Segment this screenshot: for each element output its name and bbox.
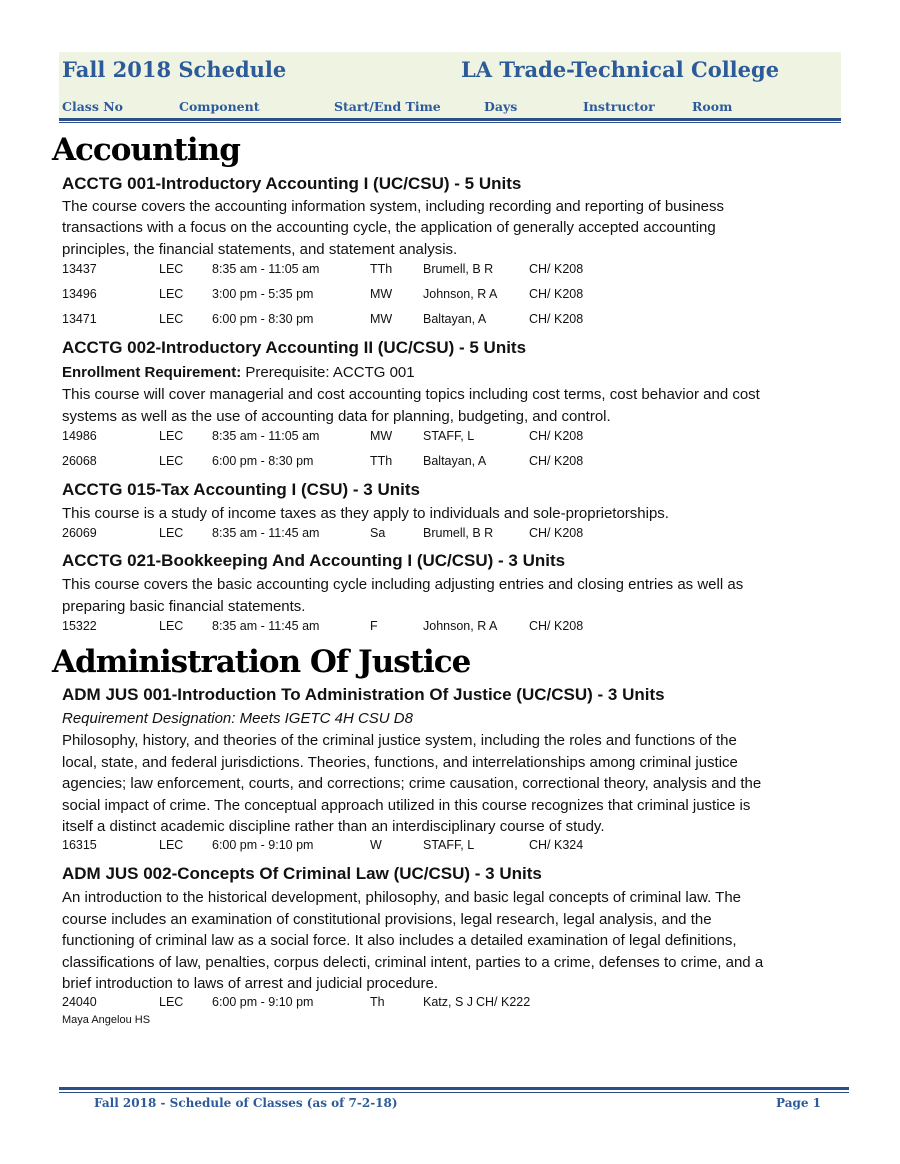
class-no: 13496 (62, 287, 97, 301)
header-col-room: Room (692, 99, 733, 114)
header-right-title: LA Trade-Technical College (461, 57, 780, 82)
header-left-title: Fall 2018 Schedule (62, 57, 287, 82)
room: CH/ K208 (529, 619, 584, 633)
class-no: 16315 (62, 838, 97, 852)
days: TTh (370, 262, 393, 276)
room: CH/ K208 (529, 262, 584, 276)
component: LEC (159, 287, 184, 301)
course-description-line: transactions with a focus on the accounting cycle, the application of generally accepted accounting (62, 219, 716, 236)
department-heading: Accounting (52, 132, 240, 168)
component: LEC (159, 312, 184, 326)
time: 6:00 pm - 9:10 pm (212, 995, 314, 1009)
course-description-line: local, state, and federal jurisdictions. Theories, functions, and interrelationships among criminal justice (62, 754, 738, 771)
department-heading: Administration Of Justice (52, 644, 471, 680)
course-title: ADM JUS 001-Introduction To Administration Of Justice (UC/CSU) - 3 Units (62, 685, 665, 704)
header-divider (59, 118, 841, 121)
course-title: ACCTG 021-Bookkeeping And Accounting I (UC/CSU) - 3 Units (62, 551, 566, 570)
component: LEC (159, 262, 184, 276)
course-title: ACCTG 002-Introductory Accounting II (UC/CSU) - 5 Units (62, 338, 527, 357)
page-number: Page 1 (776, 1096, 822, 1110)
course-description-line: systems as well as the use of accounting data for planning, budgeting, and control. (62, 408, 611, 425)
course-description-line: social impact of crime. The conceptual approach utilized in this course recognizes that criminal justice is (62, 797, 751, 814)
header-col-class-no: Class No (62, 99, 123, 114)
room: CH/ K208 (529, 454, 584, 468)
class-no: 14986 (62, 429, 97, 443)
course-description-line: The course covers the accounting information system, including recording and reporting of business (62, 198, 725, 215)
instructor: Baltayan, A (423, 312, 487, 326)
room: CH/ K208 (529, 429, 584, 443)
component: LEC (159, 454, 184, 468)
section-note: Maya Angelou HS (62, 1014, 151, 1026)
course-title: ACCTG 001-Introductory Accounting I (UC/CSU) - 5 Units (62, 174, 522, 193)
course-description-line: Philosophy, history, and theories of the criminal justice system, including the roles and functions of the (62, 732, 737, 749)
instructor: Johnson, R A (423, 619, 498, 633)
footer-divider-thin (59, 1092, 849, 1093)
course-description-line: functioning of criminal law as a social force. It also includes a detailed examination of legal definitions, (62, 932, 737, 949)
header-col-time: Start/End Time (334, 99, 441, 114)
instructor: Baltayan, A (423, 454, 487, 468)
component: LEC (159, 526, 184, 540)
days: Sa (370, 526, 386, 540)
room: CH/ K324 (529, 838, 584, 852)
instructor: Johnson, R A (423, 287, 498, 301)
days: TTh (370, 454, 393, 468)
course-description-line: course includes an examination of constitutional provisions, legal research, legal analysis, and the (62, 911, 712, 928)
class-no: 24040 (62, 995, 97, 1009)
component: LEC (159, 838, 184, 852)
requirement-designation: Requirement Designation: Meets IGETC 4H CSU D8 (62, 710, 413, 727)
instructor: Brumell, B R (423, 262, 494, 276)
course-title: ADM JUS 002-Concepts Of Criminal Law (UC/CSU) - 3 Units (62, 864, 542, 883)
header-col-days: Days (484, 99, 518, 114)
header-col-component: Component (179, 99, 260, 114)
instructor: Brumell, B R (423, 526, 494, 540)
days: F (370, 619, 378, 633)
requirement-text: Prerequisite: ACCTG 001 (241, 364, 415, 381)
days: MW (370, 429, 393, 443)
course-description-line: principles, the financial statements, and statement analysis. (62, 241, 458, 258)
course-description-line: itself a distinct academic discipline rather than an interdisciplinary course of study. (62, 818, 605, 835)
time: 8:35 am - 11:45 am (212, 619, 320, 633)
header-divider-thin (59, 122, 841, 123)
enrollment-requirement (62, 362, 415, 384)
time: 6:00 pm - 9:10 pm (212, 838, 314, 852)
footer-left: Fall 2018 - Schedule of Classes (as of 7-2-18) (94, 1096, 398, 1110)
class-no: 15322 (62, 619, 97, 633)
time: 6:00 pm - 8:30 pm (212, 454, 314, 468)
time: 6:00 pm - 8:30 pm (212, 312, 314, 326)
course-description-line: brief introduction to laws of arrest and judicial procedure. (62, 975, 439, 992)
time: 8:35 am - 11:05 am (212, 262, 320, 276)
class-no: 26069 (62, 526, 97, 540)
component: LEC (159, 995, 184, 1009)
room: CH/ K208 (529, 526, 584, 540)
requirement-label: Enrollment Requirement: (62, 364, 242, 381)
instructor: Katz, S J (423, 995, 474, 1009)
room: CH/ K208 (529, 312, 584, 326)
days: MW (370, 312, 393, 326)
days: W (370, 838, 382, 852)
course-description-line: preparing basic financial statements. (62, 598, 306, 615)
days: MW (370, 287, 393, 301)
course-description-line: agencies; law enforcement, courts, and corrections; crime causation, correctional theory, analysis and the (62, 775, 762, 792)
class-no: 13471 (62, 312, 97, 326)
course-description-line: This course covers the basic accounting cycle including adjusting entries and closing entries as well as (62, 576, 744, 593)
days: Th (370, 995, 385, 1009)
class-no: 26068 (62, 454, 97, 468)
time: 3:00 pm - 5:35 pm (212, 287, 314, 301)
time: 8:35 am - 11:45 am (212, 526, 320, 540)
class-no: 13437 (62, 262, 97, 276)
time: 8:35 am - 11:05 am (212, 429, 320, 443)
instructor: STAFF, L (423, 838, 475, 852)
schedule-header (59, 52, 841, 118)
component: LEC (159, 429, 184, 443)
footer-divider (59, 1087, 849, 1090)
instructor: STAFF, L (423, 429, 475, 443)
room: CH/ K208 (529, 287, 584, 301)
course-description-line: classifications of law, penalties, corpus delecti, criminal intent, parties to a crime, defenses to crime, and a (62, 954, 764, 971)
header-col-instructor: Instructor (583, 99, 655, 114)
component: LEC (159, 619, 184, 633)
room: CH/ K222 (476, 995, 531, 1009)
course-description-line: An introduction to the historical development, philosophy, and basic legal concepts of criminal law. The (62, 889, 741, 906)
course-description-line: This course will cover managerial and cost accounting topics including cost terms, cost behavior and cost (62, 386, 760, 403)
course-title: ACCTG 015-Tax Accounting I (CSU) - 3 Units (62, 480, 420, 499)
course-description-line: This course is a study of income taxes as they apply to individuals and sole-proprietorships. (62, 505, 669, 522)
